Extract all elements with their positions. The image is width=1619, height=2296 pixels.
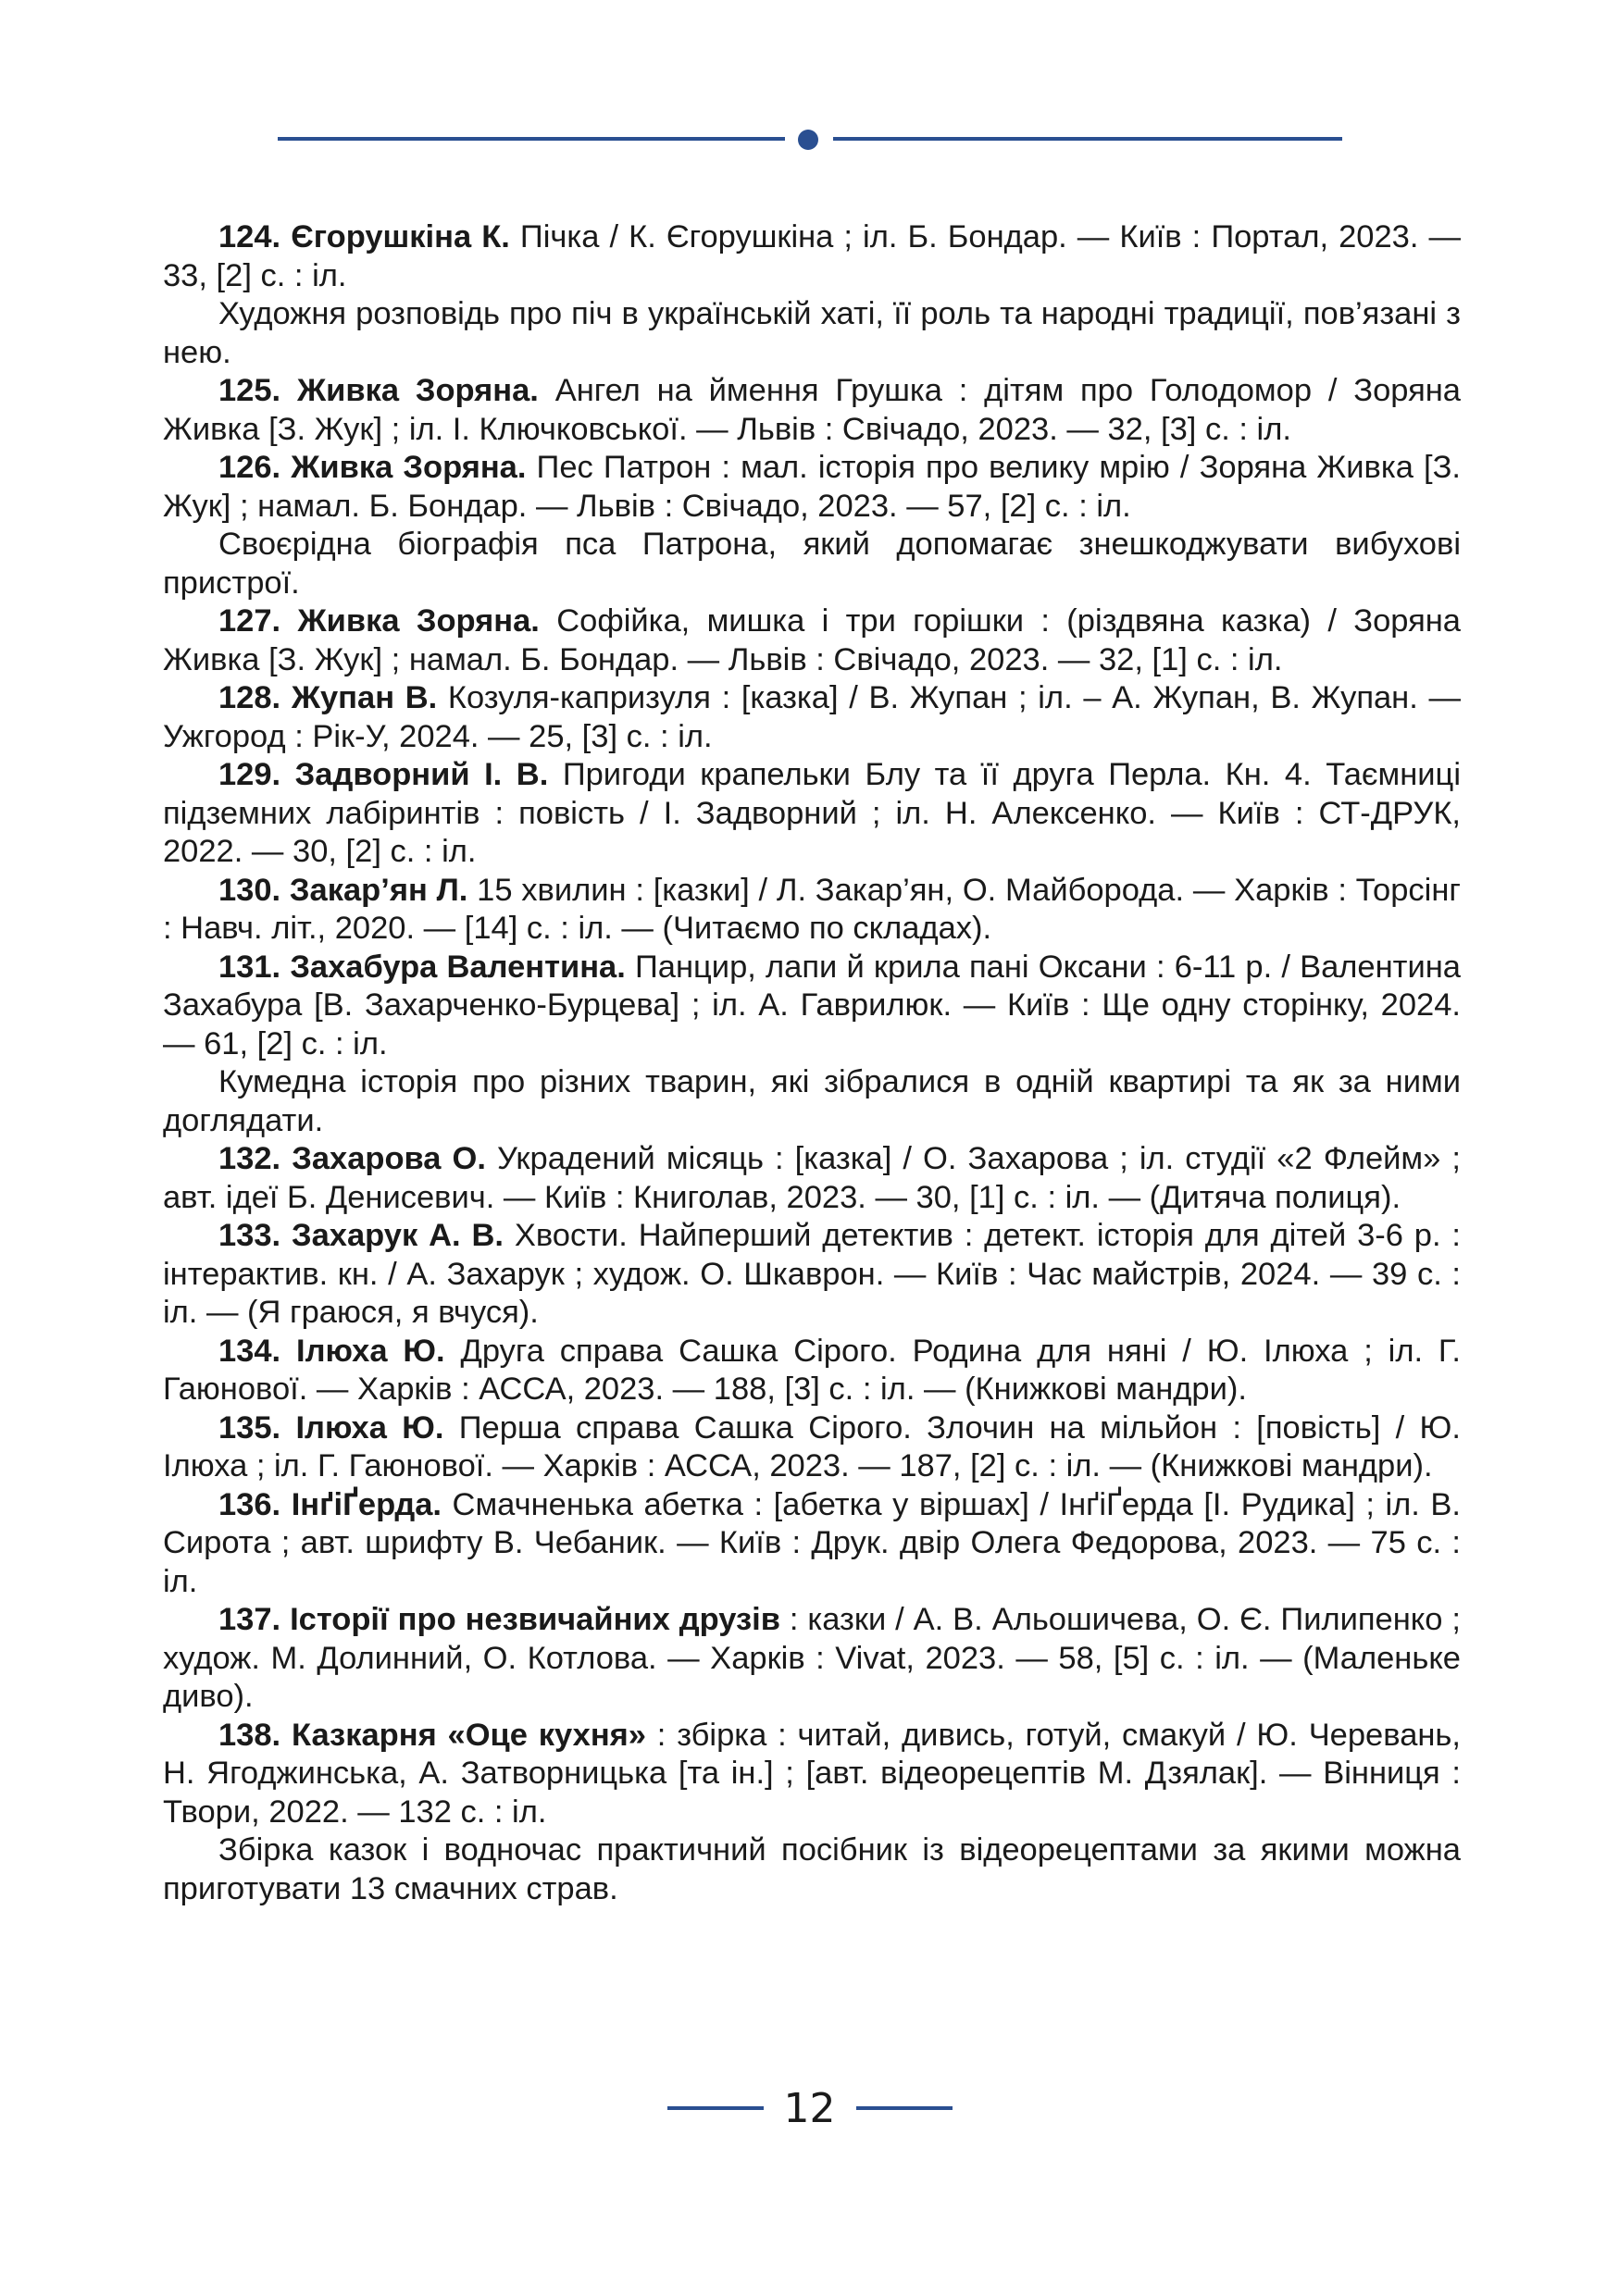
entry-124 <box>163 218 1461 295</box>
entry-text: Хвости. Найперший детектив : детект. історія для дітей 3-6 р. : інтерактив. кн. / А. Захарук ; худож. О. Шкаврон. — Київ : Час майстрів, 2024. — 39 с. : іл. — (Я граюся, я вчуся). <box>163 1218 1462 1330</box>
entry-lead: 127. Живка Зоряна. <box>218 603 540 639</box>
entry-127 <box>163 602 1461 679</box>
entry-text: Панцир, лапи й крила пані Оксани : 6-11 р. / Валентина Захабура [В. Захарченко-Бурцева] ; іл. А. Гаврилюк. — Київ : Ще одну сторінку, 2024. — 61, [2] с. : іл. <box>163 949 1461 1061</box>
entry-lead: 126. Живка Зоряна. <box>218 450 527 485</box>
entry-lead: 136. ІнґіҐерда. <box>218 1486 442 1522</box>
annotation-138: Збірка казок і водночас практичний посібник із відеорецептами за якими можна приготувати 13 смачних страв. <box>163 1832 1461 1906</box>
annotation-131: Кумедна історія про різних тварин, які зібралися в одній квартирі та як за ними доглядати. <box>163 1064 1461 1138</box>
footer-rule-right <box>856 2106 953 2110</box>
entry-text: Пригоди крапельки Блу та її друга Перла. Кн. 4. Таємниці підземних лабіринтів : повість / І. Задворний ; іл. Н. Алексенко. — Київ : СТ-ДРУК, 2022. — 30, [2] с. : іл. <box>163 757 1461 869</box>
entry-lead: 138. Казкарня «Оце кухня» <box>218 1717 646 1753</box>
entry-text: Украдений місяць : [казка] / О. Захарова ; іл. студії «2 Флейм» ; авт. ідеї Б. Денисевич. — Київ : Книголав, 2023. — 30, [1] с. : іл. — (Дитяча полиця). <box>163 1141 1461 1215</box>
entry-130 <box>163 872 1461 949</box>
entry-lead: 132. Захарова О. <box>218 1141 486 1176</box>
entry-135 <box>163 1409 1461 1486</box>
entry-lead: 131. Захабура Валентина. <box>218 949 626 985</box>
annotation-124: Художня розповідь про піч в українській хаті, її роль та народні традиції, пов’язані з нею. <box>163 296 1461 370</box>
header-dot <box>798 130 818 150</box>
entry-134 <box>163 1333 1461 1409</box>
entry-text: Перша справа Сашка Сірого. Злочин на мільйон : [повість] / Ю. Ілюха ; іл. Г. Гаюнової. — Харків : АССА, 2023. — 187, [2] с. : іл. — (Книжкові мандри). <box>163 1409 1461 1483</box>
entry-lead: 125. Живка Зоряна. <box>218 373 539 408</box>
entry-text: Пічка / К. Єгорушкіна ; іл. Б. Бондар. — Київ : Портал, 2023. — 33, [2] с. : іл. <box>163 219 1461 293</box>
entry-text: Смачненька абетка : [абетка у віршах] / ІнґіҐерда [І. Рудика] ; іл. В. Сирота ; авт. шрифту В. Чебаник. — Київ : Друк. двір Олега Федорова, 2023. — 75 с. : іл. <box>163 1486 1461 1599</box>
header-rule-left <box>278 137 785 141</box>
entry-lead: 130. Закар’ян Л. <box>218 872 468 908</box>
entry-lead: 128. Жупан В. <box>218 680 438 715</box>
entry-129 <box>163 756 1461 872</box>
entry-text: Софійка, мишка і три горішки : (різдвяна казка) / Зоряна Живка [З. Жук] ; намал. Б. Бондар. — Львів : Свічадо, 2023. — 32, [1] с. : іл. <box>163 603 1461 677</box>
header-decoration <box>278 130 1342 148</box>
bibliography-list <box>163 218 1461 1908</box>
entry-lead: 129. Задворний І. В. <box>218 757 549 792</box>
entry-lead: 133. Захарук А. В. <box>218 1218 504 1253</box>
page-number: 12 <box>783 2084 836 2132</box>
entry-137 <box>163 1601 1461 1717</box>
entry-lead: 134. Ілюха Ю. <box>218 1333 445 1369</box>
header-rule-right <box>833 137 1342 141</box>
entry-125 <box>163 372 1461 449</box>
entry-text: Козуля-капризуля : [казка] / В. Жупан ; іл. – А. Жупан, В. Жупан. — Ужгород : Рік-У, 2024. — 25, [3] с. : іл. <box>163 680 1461 754</box>
annotation-126: Своєрідна біографія пса Патрона, який допомагає знешкоджувати вибухові пристрої. <box>163 527 1461 601</box>
entry-136 <box>163 1486 1461 1602</box>
entry-131 <box>163 949 1461 1064</box>
entry-126 <box>163 449 1461 526</box>
entry-lead: 135. Ілюха Ю. <box>218 1409 444 1446</box>
entry-text: Друга справа Сашка Сірого. Родина для няні / Ю. Ілюха ; іл. Г. Гаюнової. — Харків : АССА, 2023. — 188, [3] с. : іл. — (Книжкові мандри). <box>163 1333 1461 1407</box>
entry-text: Пес Патрон : мал. історія про велику мрію / Зоряна Живка [З. Жук] ; намал. Б. Бондар. — Львів : Свічадо, 2023. — 57, [2] с. : іл. <box>163 450 1462 524</box>
entry-text: : збірка : читай, дивись, готуй, смакуй / Ю. Черевань, Н. Ягоджинська, А. Затворницька [та ін.] ; [авт. відеорецептів М. Дзялак]. — Вінниця : Твори, 2022. — 132 с. : іл. <box>163 1717 1461 1830</box>
entry-lead: 124. Єгорушкіна К. <box>218 219 510 254</box>
entry-132 <box>163 1140 1461 1217</box>
entry-lead: 137. Історії про незвичайних друзів <box>218 1602 780 1637</box>
footer-rule-left <box>667 2106 764 2110</box>
entry-text: 15 хвилин : [казки] / Л. Закар’ян, О. Майборода. — Харків : Торсінг : Навч. літ., 2020. — [14] с. : іл. — (Читаємо по складах). <box>163 872 1461 946</box>
entry-128 <box>163 679 1461 756</box>
entry-text: : казки / А. В. Альошичева, О. Є. Пилипенко ; худож. М. Долинний, О. Котлова. — Харків : Vivat, 2023. — 58, [5] с. : іл. — (Маленьке диво). <box>163 1602 1461 1714</box>
entry-138 <box>163 1717 1461 1832</box>
entry-text: Ангел на ймення Грушка : дітям про Голодомор / Зоряна Живка [З. Жук] ; іл. І. Ключковської. — Львів : Свічадо, 2023. — 32, [3] с. : іл. <box>163 373 1461 447</box>
page-footer <box>0 2080 1619 2136</box>
entry-133 <box>163 1217 1461 1333</box>
